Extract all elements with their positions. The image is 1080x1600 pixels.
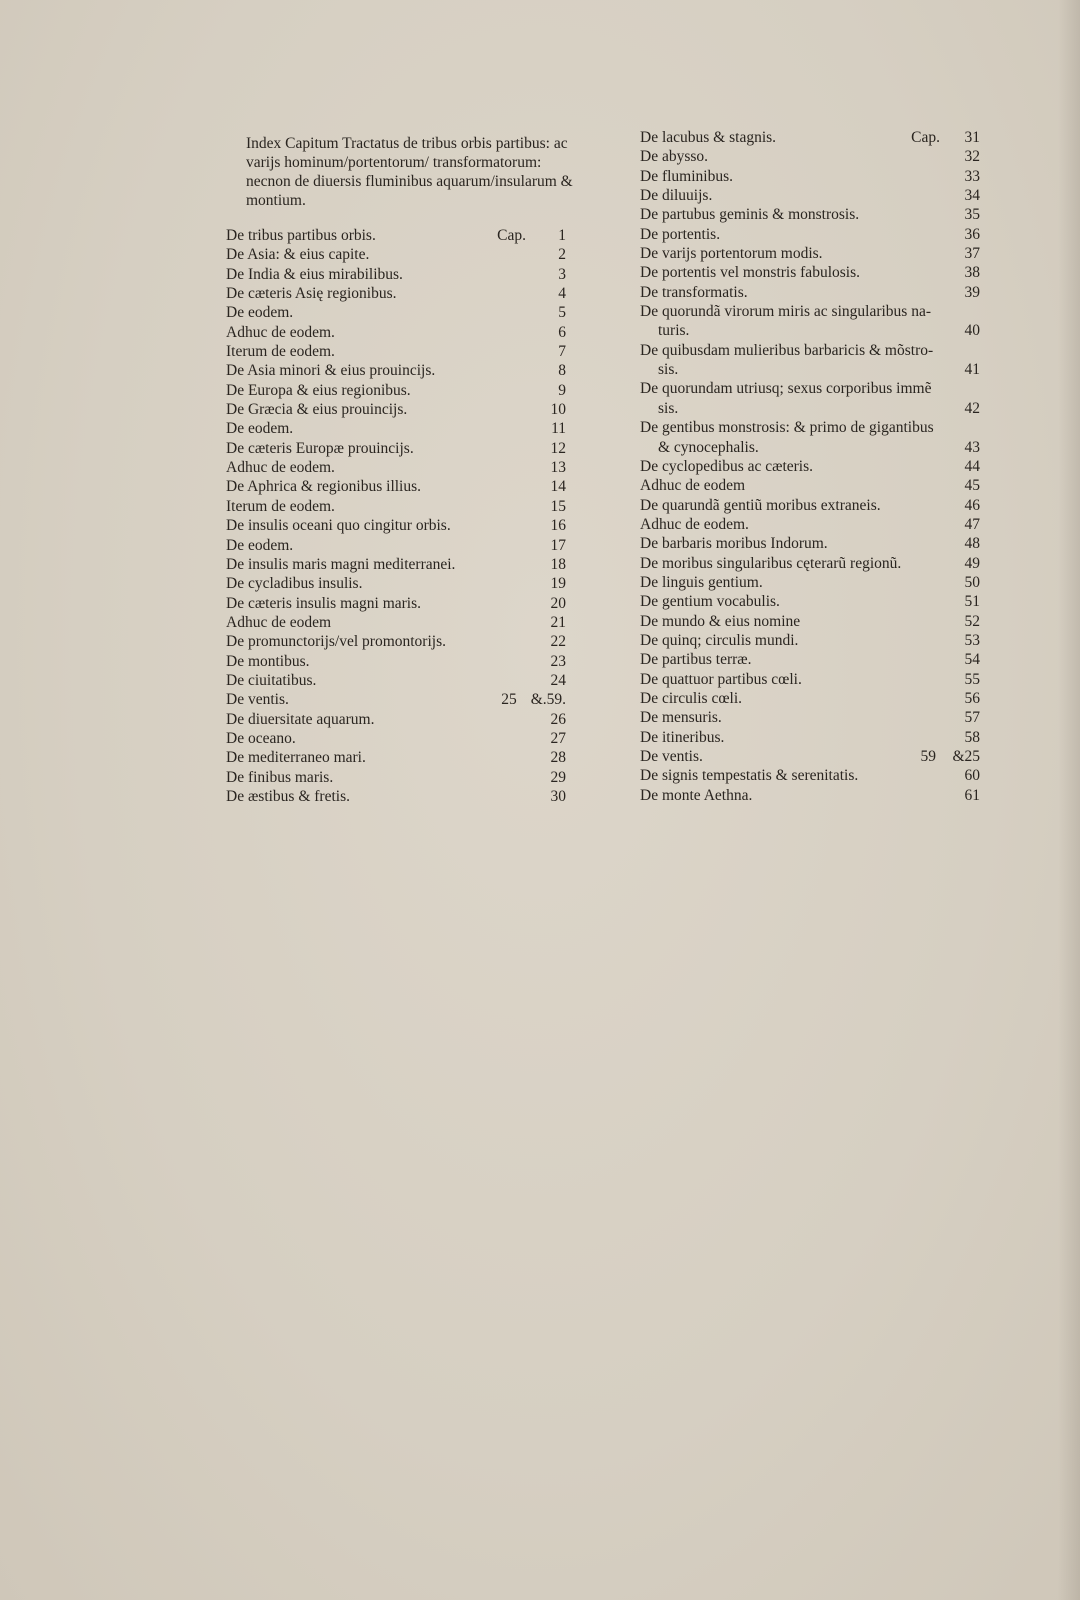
entry-chapter-number: 8 [558, 362, 566, 380]
index-entry [226, 303, 566, 322]
entry-chapter-number: 34 [964, 187, 980, 205]
entry-title: De tribus partibus orbis. [226, 227, 376, 244]
entry-chapter-number: 41 [964, 361, 980, 379]
index-entry [640, 302, 980, 321]
index-entry [226, 245, 566, 264]
entry-chapter-number: 52 [964, 612, 980, 630]
entry-chapter-number: 30 [550, 787, 566, 805]
entry-cap-label: Cap. [911, 129, 940, 146]
index-entry [640, 515, 980, 534]
index-entry [226, 748, 566, 767]
entry-chapter-number: 13 [550, 459, 566, 477]
entry-chapter-number: 27 [550, 729, 566, 747]
entry-title: Adhuc de eodem [226, 613, 332, 631]
entry-chapter-number: 4 [558, 285, 566, 303]
index-entry [226, 497, 566, 516]
entry-chapter-number: 43 [964, 438, 980, 456]
index-entry [640, 399, 980, 418]
entry-chapter-number: 55 [964, 670, 980, 688]
entry-chapter-number: 19 [550, 575, 566, 593]
index-entry [640, 438, 980, 457]
entry-title: De quorundam utriusq; sexus corporibus immẽ [640, 380, 932, 398]
index-entry [640, 728, 980, 747]
entry-title: De abysso. [640, 148, 709, 166]
index-entry [640, 321, 980, 340]
left-column [226, 128, 573, 806]
index-entry [226, 226, 566, 245]
index-entry [226, 323, 566, 342]
index-entry [640, 418, 980, 437]
index-entry [226, 361, 566, 380]
entry-title: De insulis maris magni mediterranei. [226, 555, 456, 573]
entry-title: De signis tempestatis & serenitatis. [640, 767, 859, 785]
entry-title: De æstibus & fretis. [226, 787, 350, 805]
entry-chapter-number: 58 [964, 728, 980, 746]
index-entry [226, 342, 566, 361]
entry-title: sis. [658, 399, 679, 417]
index-entry [640, 186, 980, 205]
entry-chapter-number: 49 [964, 554, 980, 572]
index-entry [640, 476, 980, 495]
entry-title: De promunctorijs/vel promontorijs. [226, 633, 446, 651]
index-entry [640, 670, 980, 689]
entry-chapter-number: 20 [550, 594, 566, 612]
entry-chapter-number: 53 [964, 631, 980, 649]
entry-chapter-number: 56 [964, 689, 980, 707]
index-entry [226, 787, 566, 806]
index-entry [226, 458, 566, 477]
entry-chapter-number: 40 [964, 322, 980, 340]
entry-chapter-number: 38 [964, 264, 980, 282]
entry-chapter-number: 7 [558, 343, 566, 361]
entry-chapter-number: 9 [558, 381, 566, 399]
entry-title: De quinq; circulis mundi. [640, 631, 799, 649]
index-entry [640, 747, 980, 766]
index-heading: Index Capitum Tractatus de tribus orbis partibus: ac varijs hominum/portentorum/ transformatorum: necnon de diuersis fluminibus aquarum/insularum & montium. [246, 135, 573, 209]
entry-chapter-number: 17 [550, 536, 566, 554]
index-entry [226, 516, 566, 535]
entry-chapter-number: 15 [550, 497, 566, 515]
entry-title: De Europa & eius regionibus. [226, 381, 411, 399]
index-entry [640, 573, 980, 592]
entry-title: Adhuc de eodem. [226, 323, 335, 341]
index-entry [640, 554, 980, 573]
entry-title: De diluuijs. [640, 187, 713, 205]
entry-title: De gentium vocabulis. [640, 593, 780, 611]
index-entry [640, 786, 980, 805]
index-entry [640, 612, 980, 631]
index-entry [226, 710, 566, 729]
entry-chapter-number: &.59. [530, 691, 566, 709]
index-entry [226, 265, 566, 284]
index-entry [226, 729, 566, 748]
entry-title: De diuersitate aquarum. [226, 710, 375, 728]
entry-chapter-number: 2 [558, 246, 566, 264]
index-entry [226, 690, 566, 709]
right-entry-list [640, 128, 980, 805]
entry-chapter-number: 5 [558, 304, 566, 322]
entry-chapter-number: 51 [964, 593, 980, 611]
index-entry [640, 766, 980, 785]
index-entry [226, 768, 566, 787]
entry-chapter-number: 36 [964, 225, 980, 243]
entry-chapter-number: 50 [964, 573, 980, 591]
entry-title: De portentis vel monstris fabulosis. [640, 264, 860, 282]
entry-chapter-number: 6 [558, 323, 566, 341]
entry-title: sis. [658, 361, 679, 379]
entry-chapter-number: 23 [550, 652, 566, 670]
index-entry [640, 496, 980, 515]
entry-title: De monte Aethna. [640, 786, 753, 804]
index-entry [640, 244, 980, 263]
entry-cap-label: Cap. [497, 227, 526, 244]
entry-chapter-number: 45 [964, 477, 980, 495]
entry-title: De lacubus & stagnis. [640, 129, 777, 146]
entry-title: De eodem. [226, 536, 294, 554]
entry-title: De mundo & eius nomine [640, 612, 801, 630]
entry-title: De varijs portentorum modis. [640, 245, 823, 263]
right-column [640, 128, 980, 805]
entry-title: De finibus maris. [226, 768, 334, 786]
entry-title: De quattuor partibus cœli. [640, 670, 802, 688]
entry-chapter-number: 42 [964, 399, 980, 417]
entry-chapter-number: 54 [964, 651, 980, 669]
entry-title: Adhuc de eodem [640, 477, 746, 495]
entry-chapter-number: 48 [964, 535, 980, 553]
entry-title: De cæteris Asię regionibus. [226, 285, 397, 303]
entry-title: De cæteris insulis magni maris. [226, 594, 422, 612]
entry-title: De Aphrica & regionibus illius. [226, 478, 422, 496]
entry-title: De Græcia & eius prouincijs. [226, 401, 408, 419]
entry-chapter-number: 29 [550, 768, 566, 786]
index-entry [640, 225, 980, 244]
entry-title: turis. [658, 322, 690, 340]
index-entry [226, 381, 566, 400]
index-entry [640, 263, 980, 282]
entry-chapter-number: 47 [964, 515, 980, 533]
index-entry [640, 283, 980, 302]
entry-title: De circulis cœli. [640, 689, 743, 707]
index-entry [640, 592, 980, 611]
index-entry [640, 534, 980, 553]
entry-title: De cycladibus insulis. [226, 575, 363, 593]
index-entry [226, 536, 566, 555]
entry-title: De cyclopedibus ac cæteris. [640, 457, 814, 475]
entry-chapter-number: 28 [550, 749, 566, 767]
entry-title: De Asia minori & eius prouincijs. [226, 362, 436, 380]
entry-chapter-number: 33 [964, 167, 980, 185]
entry-title: Adhuc de eodem. [226, 459, 335, 477]
entry-title: & cynocephalis. [658, 438, 759, 456]
entry-title: De moribus singularibus cęterarũ regionũ. [640, 554, 902, 572]
index-entry [640, 379, 980, 398]
entry-chapter-number: 16 [550, 517, 566, 535]
entry-chapter-number: 31 [964, 129, 980, 146]
entry-chapter-number: 12 [550, 439, 566, 457]
index-entry [640, 128, 980, 147]
entry-chapter-number: 32 [964, 148, 980, 166]
index-entry [640, 457, 980, 476]
entry-title: De gentibus monstrosis: & primo de gigantibus [640, 419, 934, 437]
index-entry [226, 284, 566, 303]
entry-title: De oceano. [226, 729, 296, 747]
entry-chapter-number: 22 [550, 633, 566, 651]
entry-title: De montibus. [226, 652, 310, 670]
entry-title: De barbaris moribus Indorum. [640, 535, 828, 553]
entry-title: Adhuc de eodem. [640, 515, 749, 533]
index-entry [640, 167, 980, 186]
entry-chapter-number: 18 [550, 555, 566, 573]
index-entry [226, 439, 566, 458]
entry-chapter-number: 14 [550, 478, 566, 496]
entry-title: De Asia: & eius capite. [226, 246, 370, 264]
index-entry [640, 689, 980, 708]
entry-chapter-number: 11 [551, 420, 566, 438]
entry-chapter-number: 61 [964, 786, 980, 804]
entry-title: De linguis gentium. [640, 573, 763, 591]
index-entry [640, 205, 980, 224]
index-entry [640, 147, 980, 166]
entry-chapter-number: 24 [550, 671, 566, 689]
entry-chapter-number: 39 [964, 283, 980, 301]
entry-chapter-number: 60 [964, 767, 980, 785]
entry-secondary-number: 59 [920, 748, 936, 765]
entry-title: Iterum de eodem. [226, 497, 335, 515]
entry-title: De eodem. [226, 304, 294, 322]
entry-chapter-number: 37 [964, 245, 980, 263]
entry-chapter-number: 26 [550, 710, 566, 728]
entry-title: De quorundã virorum miris ac singularibus na- [640, 303, 931, 321]
entry-chapter-number: 57 [964, 709, 980, 727]
index-entry [226, 652, 566, 671]
index-entry [640, 360, 980, 379]
index-entry [640, 631, 980, 650]
entry-chapter-number: 44 [964, 457, 980, 475]
entry-title: De ventis. [226, 691, 289, 709]
entry-title: De fluminibus. [640, 167, 733, 185]
entry-chapter-number: 3 [558, 265, 566, 283]
entry-title: De eodem. [226, 420, 294, 438]
index-entry [226, 613, 566, 632]
entry-title: De cæteris Europæ prouincijs. [226, 439, 414, 457]
index-entry [226, 574, 566, 593]
index-entry [226, 419, 566, 438]
index-entry [226, 477, 566, 496]
entry-chapter-number: &25 [952, 748, 980, 765]
entry-title: De ventis. [640, 748, 703, 765]
index-entry [226, 555, 566, 574]
entry-chapter-number: 46 [964, 496, 980, 514]
entry-title: De partibus terræ. [640, 651, 752, 669]
entry-title: De mediterraneo mari. [226, 749, 366, 767]
entry-title: De mensuris. [640, 709, 722, 727]
entry-title: De quibusdam mulieribus barbaricis & mõstro- [640, 341, 934, 359]
entry-title: De portentis. [640, 225, 721, 243]
entry-title: De insulis oceani quo cingitur orbis. [226, 517, 451, 535]
entry-chapter-number: 35 [964, 206, 980, 224]
entry-title: De itineribus. [640, 728, 725, 746]
entry-title: De India & eius mirabilibus. [226, 265, 403, 283]
entry-chapter-number: 1 [558, 227, 566, 244]
entry-title: De partubus geminis & monstrosis. [640, 206, 860, 224]
entry-title: De transformatis. [640, 283, 748, 301]
index-entry [640, 708, 980, 727]
index-entry [226, 400, 566, 419]
index-entry [226, 632, 566, 651]
index-entry [226, 594, 566, 613]
left-entry-list [226, 226, 566, 806]
entry-chapter-number: 21 [550, 613, 566, 631]
index-entry [640, 341, 980, 360]
index-entry [226, 671, 566, 690]
entry-title: De quarundã gentiũ moribus extraneis. [640, 496, 881, 514]
entry-chapter-number: 10 [550, 401, 566, 419]
index-entry [640, 650, 980, 669]
entry-secondary-number: 25 [501, 691, 517, 709]
entry-title: Iterum de eodem. [226, 343, 335, 361]
entry-title: De ciuitatibus. [226, 671, 317, 689]
